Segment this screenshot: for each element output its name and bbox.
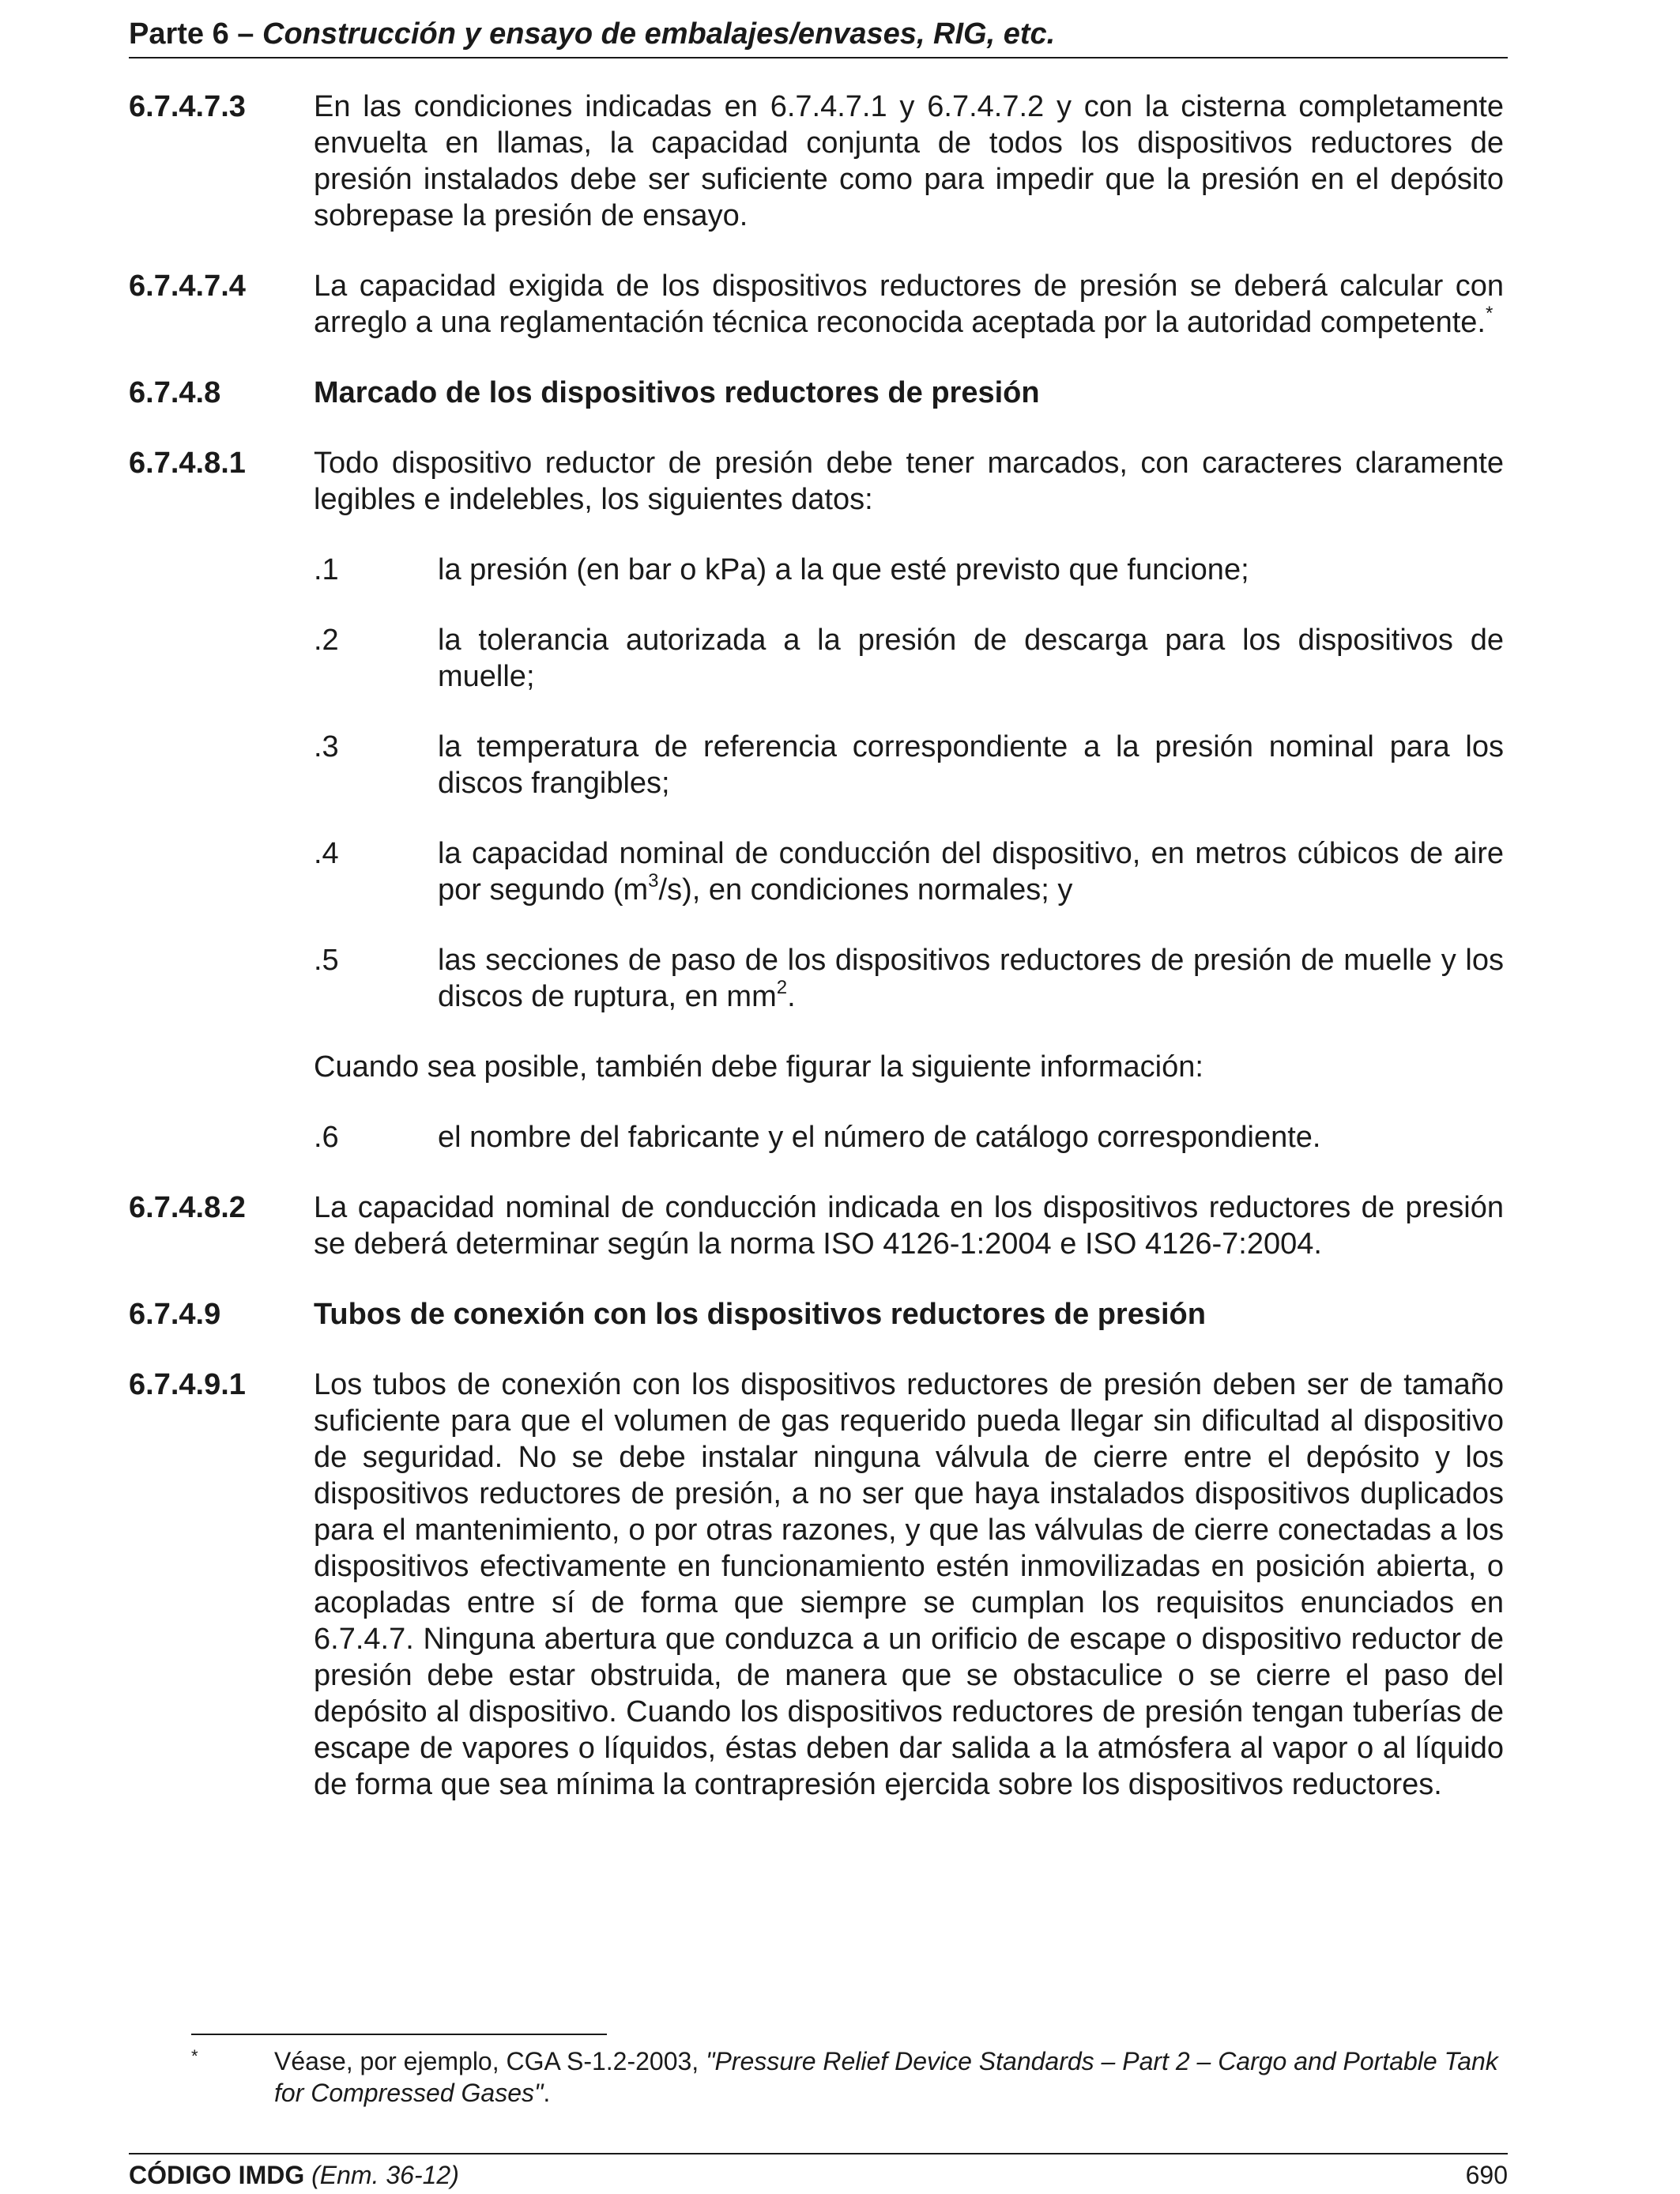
page-number: 690 [1465, 2161, 1508, 2189]
list-item-text: la capacidad nominal de conducción del dispositivo, en metros cúbicos de aire por segundo (m [438, 837, 1504, 907]
section-heading: Marcado de los dispositivos reductores de presión [314, 376, 1040, 409]
section-text: Todo dispositivo reductor de presión debe tener marcados, con caracteres claramente legibles e indelebles, los siguientes datos: [314, 447, 1504, 516]
section-number: 6.7.4.8.1 [129, 447, 246, 480]
header-part: Parte 6 – [129, 17, 254, 51]
list-item-number: .4 [314, 837, 339, 870]
section-6-7-4-7-3 [129, 89, 1504, 234]
footnote-reference[interactable]: * [1485, 303, 1494, 325]
list-item [314, 835, 1504, 908]
section-text: La capacidad exigida de los dispositivos reductores de presión se deberá calcular con arreglo a una reglamentación técnica reconocida aceptada por la autoridad competente. [314, 270, 1504, 339]
list-item [314, 729, 1504, 801]
section-text: Los tubos de conexión con los dispositivos reductores de presión deben ser de tamaño suficiente para que el volumen de gas requerido pueda llegar sin dificultad al dispositivo de seguridad. No se debe instalar ninguna válvula de cierre entre el depósito y los dispositivos reductores de presión, a no ser que haya instalados dispositivos duplicados para el mantenimiento, o por otras razones, y que las válvulas de cierre conectadas a los dispositivos efectivamente en funcionamiento estén inmovilizadas en posición abierta, o acopladas entre sí de forma que siempre se cumplan los requisitos enunciados en 6.7.4.7. Ninguna abertura que conduzca a un orificio de escape o dispositivo reductor de presión debe estar obstruida, de manera que se obstaculice o se cierre el paso del depósito al dispositivo. Cuando los dispositivos reductores de presión tengan tuberías de escape de vapores o líquidos, éstas deben dar salida a la atmósfera al vapor o al líquido de forma que sea mínima la contrapresión ejercida sobre los dispositivos reductores. [314, 1368, 1504, 1801]
superscript: 2 [776, 977, 788, 999]
section-6-7-4-8-1 [129, 445, 1504, 518]
footnote-text-wrapper [274, 2045, 1504, 2109]
list-item-text-end: . [787, 980, 796, 1013]
list-item-text-wrapper [438, 942, 1504, 1015]
footnote-text: Véase, por ejemplo, CGA S-1.2-2003, [274, 2047, 706, 2075]
list-item-text: la presión (en bar o kPa) a la que esté previsto que funcione; [438, 553, 1249, 586]
footer-code: CÓDIGO IMDG [129, 2161, 305, 2189]
list-item [314, 552, 1504, 588]
list-item-number: .5 [314, 944, 339, 977]
page-header [129, 14, 1508, 58]
list-item-text: la temperatura de referencia correspondiente a la presión nominal para los discos frangibles; [438, 730, 1504, 800]
superscript: 3 [648, 870, 659, 892]
list-item-text: la tolerancia autorizada a la presión de descarga para los dispositivos de muelle; [438, 624, 1504, 693]
page-footer [129, 2153, 1508, 2191]
document-body [129, 89, 1504, 1837]
list-item [314, 942, 1504, 1015]
section-text: En las condiciones indicadas en 6.7.4.7.1 y 6.7.4.7.2 y con la cisterna completamente envuelta en llamas, la capacidad conjunta de todos los dispositivos reductores de presión instalados debe ser suficiente como para impedir que la presión en el depósito sobrepase la presión de ensayo. [314, 90, 1504, 232]
section-number: 6.7.4.7.4 [129, 270, 246, 303]
list-item-text-end: /s), en condiciones normales; y [658, 873, 1073, 907]
footnote [191, 2045, 1504, 2109]
list-item-text-wrapper [438, 835, 1504, 908]
section-text-wrapper [314, 268, 1504, 341]
list-item-number: .2 [314, 624, 339, 657]
section-number: 6.7.4.7.3 [129, 90, 246, 123]
section-heading: Tubos de conexión con los dispositivos reductores de presión [314, 1298, 1206, 1331]
additional-info-text: Cuando sea posible, también debe figurar la siguiente información: [314, 1050, 1203, 1084]
list-item-text: el nombre del fabricante y el número de catálogo correspondiente. [438, 1121, 1321, 1154]
section-6-7-4-9-1 [129, 1367, 1504, 1803]
footnote-divider [191, 2034, 607, 2035]
list-item-number: .6 [314, 1121, 339, 1154]
section-6-7-4-7-4 [129, 268, 1504, 341]
footer-amendment: (Enm. 36-12) [311, 2161, 459, 2189]
footnote-citation: "Pressure Relief Device Standards – Part 2 – Cargo and Portable Tank for Compressed Gases" [274, 2047, 1498, 2107]
section-number: 6.7.4.8.2 [129, 1191, 246, 1224]
section-number: 6.7.4.8 [129, 376, 221, 409]
section-number: 6.7.4.9 [129, 1298, 221, 1331]
list-item [314, 1119, 1504, 1155]
section-6-7-4-9 [129, 1296, 1504, 1333]
list-item [314, 622, 1504, 695]
section-number: 6.7.4.9.1 [129, 1368, 246, 1401]
footnote-text-end: . [543, 2079, 551, 2107]
section-6-7-4-8-2 [129, 1189, 1504, 1262]
footnote-mark: * [191, 2046, 198, 2066]
header-title: Construcción y ensayo de embalajes/envases, RIG, etc. [262, 17, 1056, 51]
section-6-7-4-8 [129, 375, 1504, 411]
list-item-number: .3 [314, 730, 339, 763]
footer-left [129, 2159, 459, 2191]
list-item-number: .1 [314, 553, 339, 586]
list-item-text: las secciones de paso de los dispositivos reductores de presión de muelle y los discos de ruptura, en mm [438, 944, 1504, 1013]
section-text: La capacidad nominal de conducción indicada en los dispositivos reductores de presión se deberá determinar según la norma ISO 4126-1:2004 e ISO 4126-7:2004. [314, 1191, 1504, 1261]
